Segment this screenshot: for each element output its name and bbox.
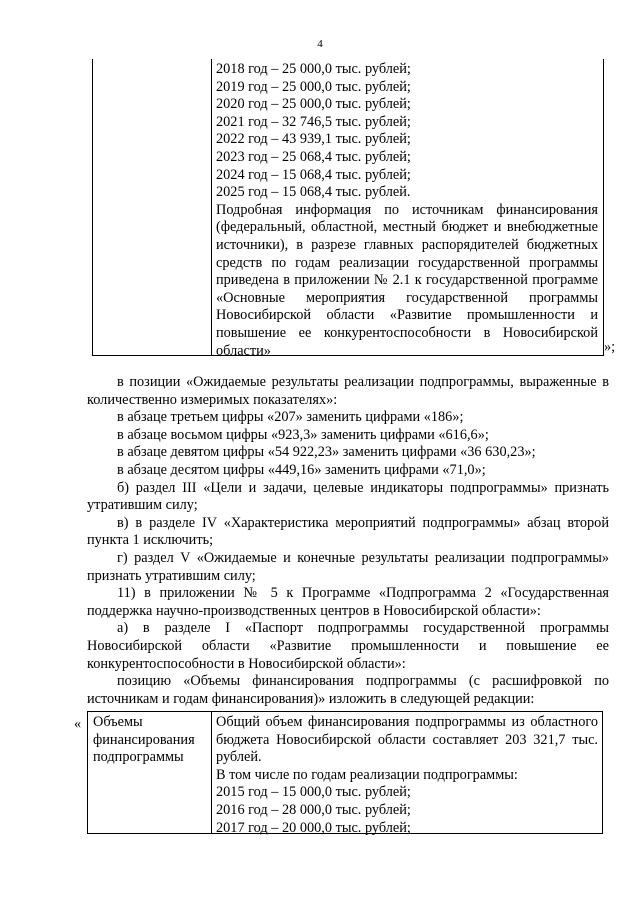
funding-table-continued: [92, 59, 604, 359]
paragraph: в абзаце десятом цифры «449,16» заменить цифрами «71,0»;: [117, 461, 486, 478]
opening-quote: «: [74, 716, 82, 732]
paragraph: г) раздел V «Ожидаемые и конечные результаты реализации подпрограммы» признать утратившим силу;: [87, 549, 609, 584]
year-amount-line: 2018 год – 25 000,0 тыс. рублей;: [216, 61, 411, 77]
table-column-divider: [211, 59, 212, 355]
funding-details-cell: [216, 61, 598, 360]
paragraph: позицию «Объемы финансирования подпрограммы (с расшифровкой по источникам и годам финансирования)» изложить в следующей редакции:: [87, 673, 609, 707]
year-amount-line: 2022 год – 43 939,1 тыс. рублей;: [216, 131, 411, 148]
paragraph: б) раздел III «Цели и задачи, целевые индикаторы подпрограммы» признать утратившим силу;: [87, 479, 609, 514]
funding-details-cell: [216, 714, 598, 837]
year-amount-line: 2016 год – 28 000,0 тыс. рублей;: [216, 801, 411, 818]
year-amount-line: 2019 год – 25 000,0 тыс. рублей;: [216, 78, 411, 95]
year-amount-line: 2017 год – 20 000,0 тыс. рублей;: [216, 819, 411, 836]
paragraph: 11) в приложении № 5 к Программе «Подпрограмма 2 «Государственная поддержка научно-производственных центров в Новосибирской области»:: [87, 585, 609, 619]
closing-quote: »;: [604, 339, 616, 355]
year-amount-line: 2023 год – 25 068,4 тыс. рублей;: [216, 148, 411, 165]
funding-label-cell: Объемы финансирования подпрограммы: [93, 714, 195, 766]
funding-info-text: Подробная информация по источникам финансирования (федеральный, областной, местный бюджет и внебюджетные источники), в разрезе главных распорядителей бюджетных средств по годам реализации государственной программы приведена в приложении № 2.1 к государственной программе «Основные мероприятия государственной программы Новосибирской области «Развитие промышленности и повышение ее конкурентоспособности в Новосибирской области»: [216, 201, 598, 359]
funding-table-new: [87, 711, 603, 834]
year-amount-line: 2021 год – 32 746,5 тыс. рублей;: [216, 113, 411, 130]
table-column-divider: [211, 712, 212, 833]
paragraph: в позиции «Ожидаемые результаты реализации подпрограммы, выраженные в количественно измеримых показателях»:: [87, 374, 609, 408]
page-number: 4: [317, 38, 323, 50]
year-amount-line: 2024 год – 15 068,4 тыс. рублей;: [216, 166, 411, 183]
amendments-text: [87, 374, 609, 708]
paragraph: в) в разделе IV «Характеристика мероприятий подпрограммы» абзац второй пункта 1 исключить;: [87, 514, 609, 549]
funding-subtitle: В том числе по годам реализации подпрограммы:: [216, 766, 518, 783]
paragraph: а) в разделе I «Паспорт подпрограммы государственной программы Новосибирской области «Развитие промышленности и повышение ее конкурентоспособности в Новосибирской области»:: [87, 620, 609, 672]
paragraph: в абзаце девятом цифры «54 922,23» заменить цифрами «36 630,23»;: [117, 444, 536, 461]
paragraph: в абзаце третьем цифры «207» заменить цифрами «186»;: [117, 409, 464, 426]
paragraph: в абзаце восьмом цифры «923,3» заменить цифрами «616,6»;: [117, 426, 489, 443]
year-amount-line: 2020 год – 25 000,0 тыс. рублей;: [216, 96, 411, 113]
funding-total-text: Общий объем финансирования подпрограммы из областного бюджета Новосибирской области составляет 203 321,7 тыс. рублей.: [216, 714, 598, 766]
year-amount-line: 2025 год – 15 068,4 тыс. рублей.: [216, 184, 411, 201]
year-amount-line: 2015 год – 15 000,0 тыс. рублей;: [216, 784, 411, 801]
